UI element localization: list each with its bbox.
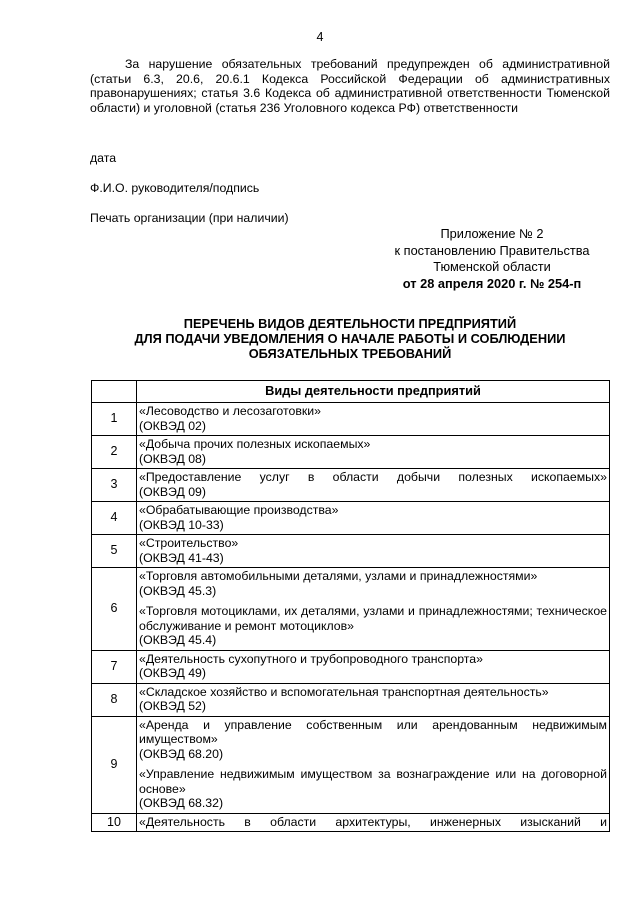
activity-name: «Торговля автомобильными деталями, узлами и принадлежностями» [139,569,538,583]
activity-name: «Деятельность в области архитектуры, инженерных изысканий и [139,814,607,829]
row-number: 9 [92,716,137,813]
list-title-line-3: ОБЯЗАТЕЛЬНЫХ ТРЕБОВАНИЙ [248,346,452,361]
activity-name: «Складское хозяйство и вспомогательная транспортная деятельность» [139,684,549,699]
date-label: дата [90,151,117,165]
row-number: 6 [92,568,137,651]
row-content [137,813,610,832]
table-header-row [92,381,610,403]
table-row [92,716,610,813]
activity-name: «Деятельность сухопутного и трубопроводного транспорта» [139,651,483,666]
approval-block [372,226,612,292]
activity-name-2: «Торговля мотоциклами, их деталями, узлами и принадлежностями; техническое обслуживание и ремонт мотоциклов» [139,604,607,633]
row-number: 7 [92,650,137,683]
table-row [92,535,610,568]
row-content [137,469,610,502]
header-num-cell [92,381,137,403]
okved-code: (ОКВЭД 09) [139,484,206,499]
row-number: 2 [92,436,137,469]
activity-name-2: «Управление недвижимым имуществом за вознаграждение или на договорной основе» [139,767,607,796]
table-row [92,403,610,436]
row-content [137,650,610,683]
activities-table [91,380,610,832]
row-number: 5 [92,535,137,568]
approval-date-number: от 28 апреля 2020 г. № 254-п [402,275,582,291]
row-content [137,436,610,469]
activity-name: «Добыча прочих полезных ископаемых» [139,437,371,451]
row-content [137,535,610,568]
okved-code: (ОКВЭД 45.3) [139,583,217,598]
activity-name: «Строительство» [139,536,239,550]
table-row [92,683,610,716]
table-row [92,502,610,535]
table-header: Виды деятельности предприятий [137,381,610,403]
list-title-line-1: ПЕРЕЧЕНЬ ВИДОВ ДЕЯТЕЛЬНОСТИ ПРЕДПРИЯТИЙ [183,316,517,331]
signature-label: Ф.И.О. руководителя/подпись [90,181,260,195]
list-title [90,316,610,361]
okved-code: (ОКВЭД 68.20) [139,746,224,761]
okved-code: (ОКВЭД 41-43) [139,550,224,565]
row-content [137,403,610,436]
table-row [92,650,610,683]
row-number: 3 [92,469,137,502]
row-number: 8 [92,683,137,716]
okved-code: (ОКВЭД 02) [139,418,206,433]
activity-name: «Предоставление услуг в области добычи полезных ископаемых» [139,470,607,484]
activity-name: «Лесоводство и лесозаготовки» [139,404,321,418]
okved-code-2: (ОКВЭД 45.4) [139,633,217,647]
row-content [137,716,610,813]
activity-name: «Аренда и управление собственным или арендованным недвижимым имуществом» [139,717,607,746]
approval-line-2: к постановлению Правительства [394,242,590,258]
approval-line-3: Тюменской области [433,259,551,274]
row-content [137,568,610,651]
okved-code-2: (ОКВЭД 68.32) [139,796,224,810]
seal-label: Печать организации (при наличии) [90,211,289,225]
list-title-line-2: ДЛЯ ПОДАЧИ УВЕДОМЛЕНИЯ О НАЧАЛЕ РАБОТЫ И СОБЛЮДЕНИИ [134,331,566,346]
liability-warning: За нарушение обязательных требований предупрежден об административной (статьи 6.3, 20.6, 20.6.1 Кодекса Российской Федерации об административных правонарушениях; статья 3.6 Кодекса об административной ответственности Тюменской области) и уголовной (статья 236 Уголовного кодекса РФ) ответственности [90,57,610,115]
approval-line-1: Приложение № 2 [440,226,544,241]
okved-code: (ОКВЭД 08) [139,451,206,466]
table-row [92,568,610,651]
table-row [92,436,610,469]
page-number: 4 [316,30,324,44]
okved-code: (ОКВЭД 49) [139,666,206,680]
row-number: 1 [92,403,137,436]
okved-code: (ОКВЭД 52) [139,699,206,713]
row-number: 10 [92,813,137,832]
okved-code: (ОКВЭД 10-33) [139,517,224,532]
row-number: 4 [92,502,137,535]
table-row [92,813,610,832]
row-content [137,683,610,716]
row-content [137,502,610,535]
activity-name: «Обрабатывающие производства» [139,503,339,517]
table-row [92,469,610,502]
